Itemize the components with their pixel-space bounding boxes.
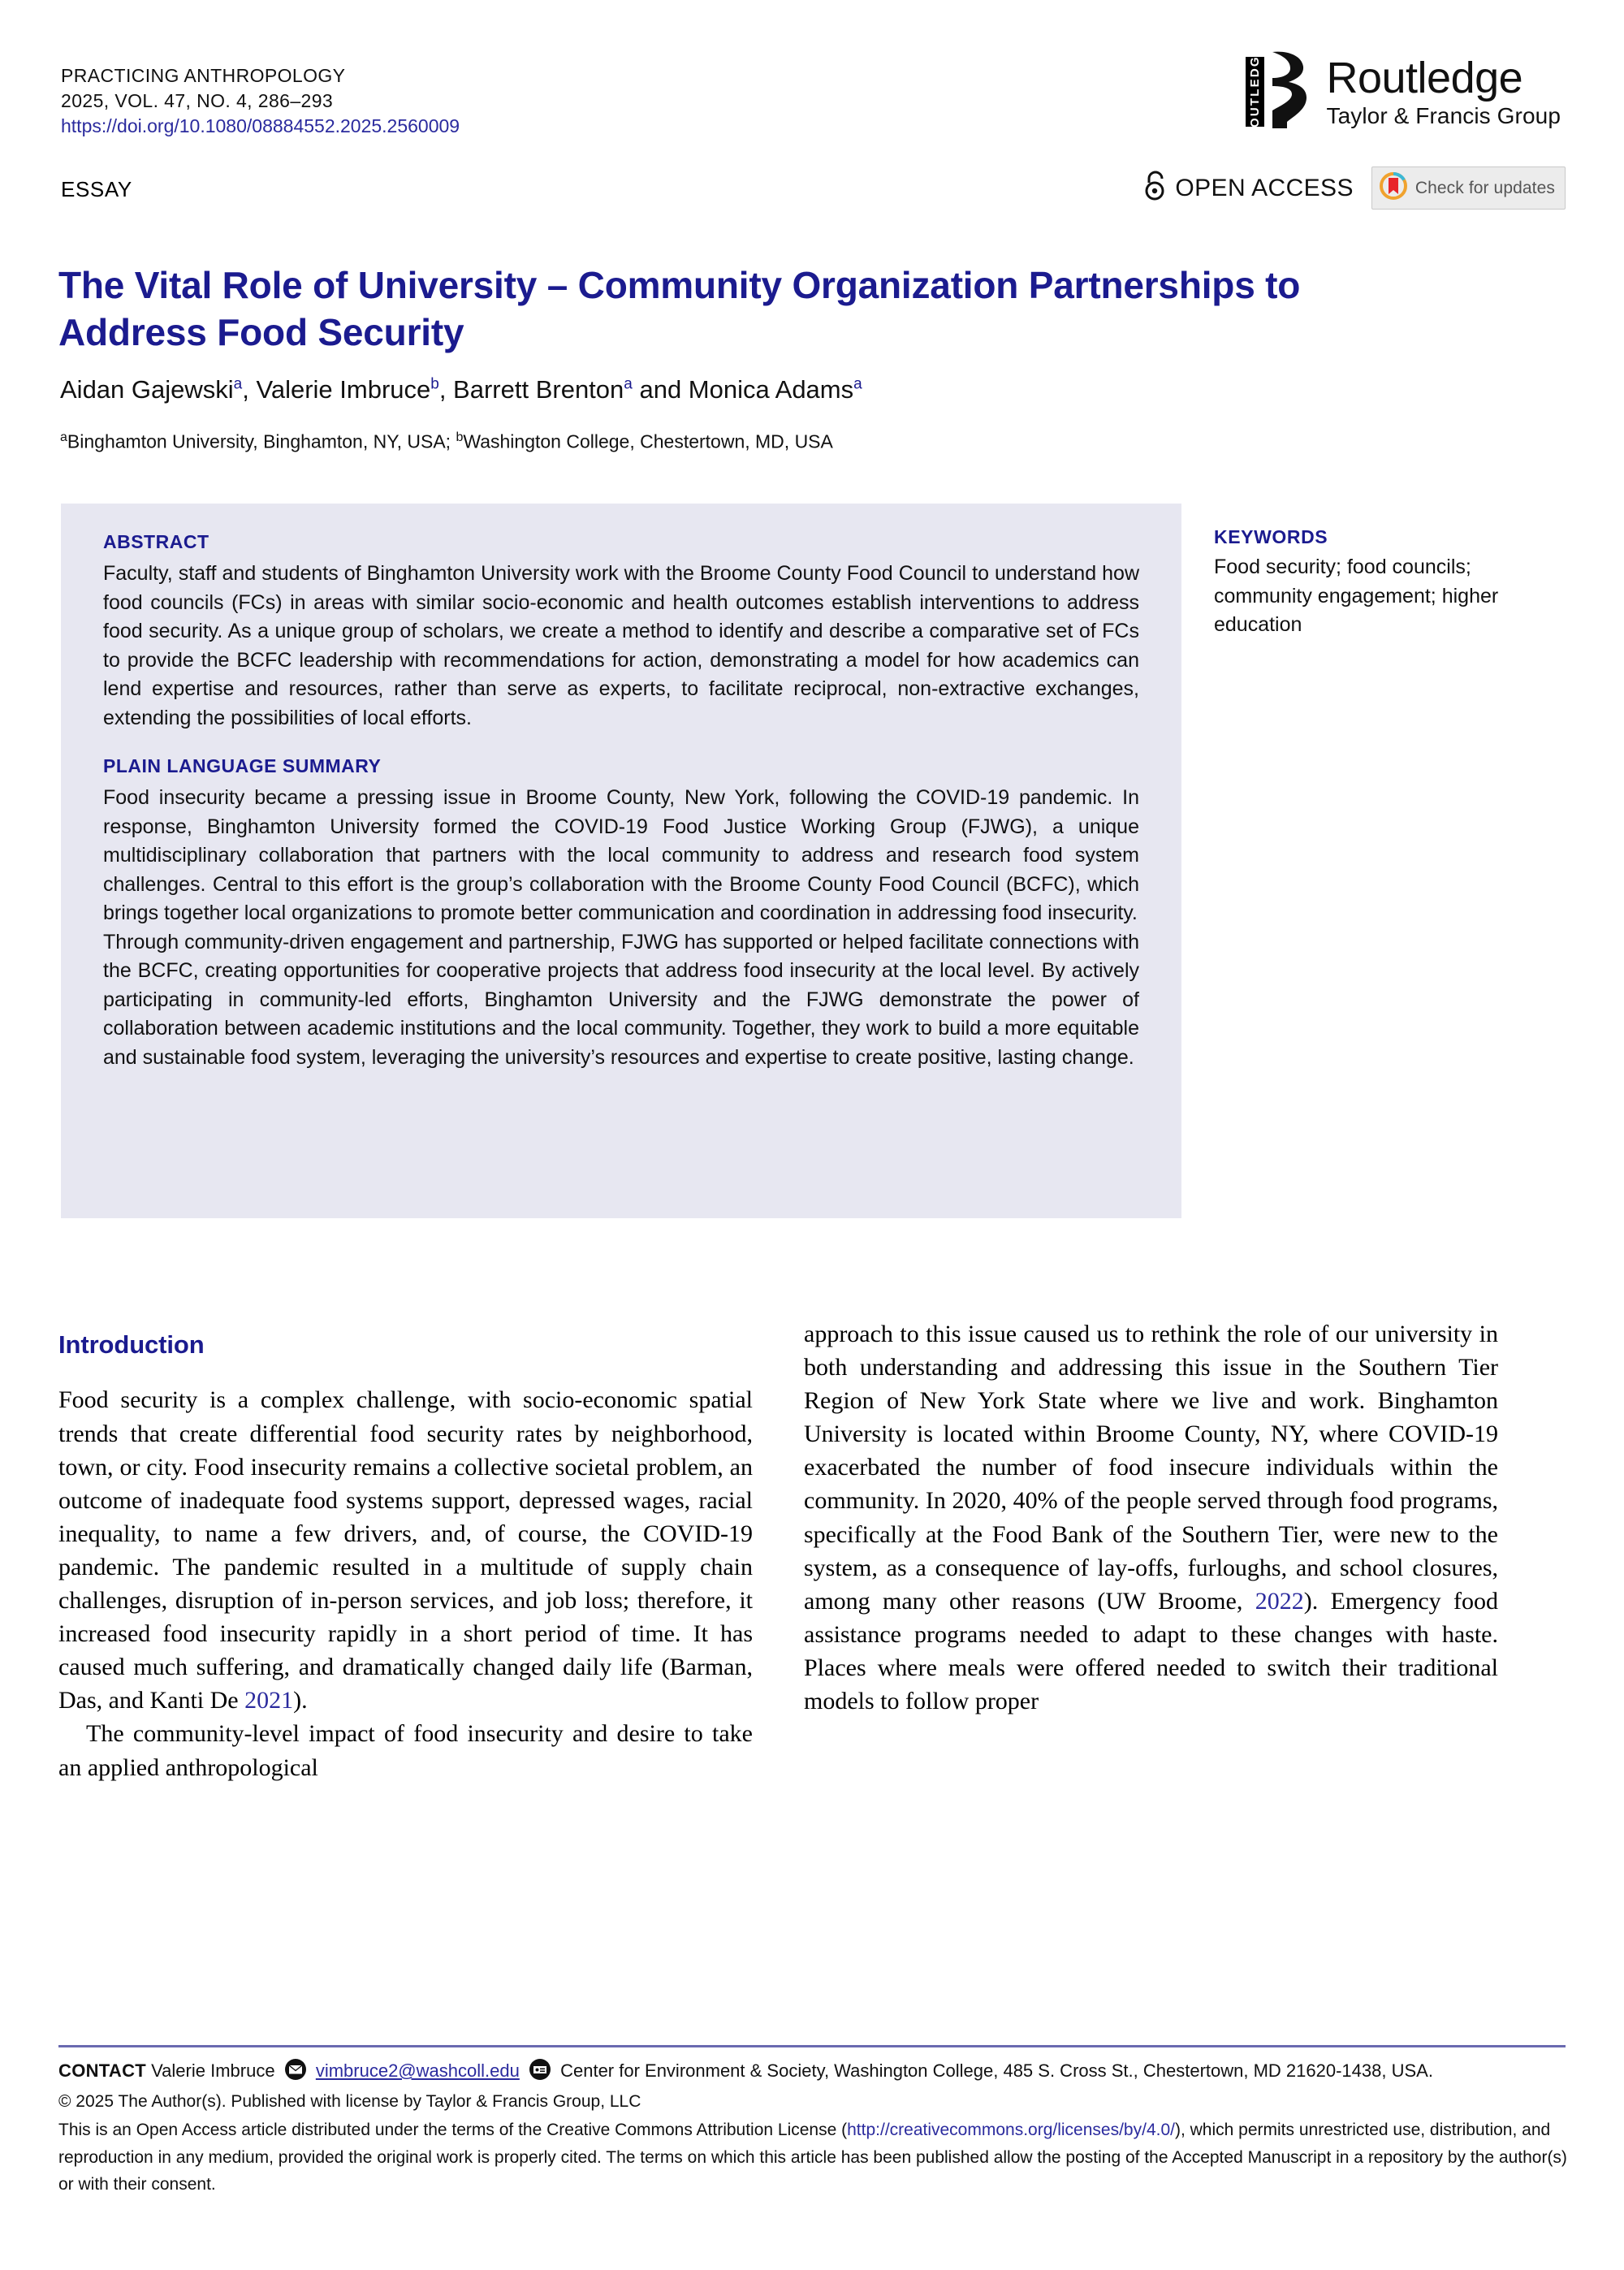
abstract-panel	[61, 504, 1181, 1218]
paragraph-text-b: ).	[293, 1687, 308, 1714]
copyright-line: © 2025 The Author(s). Published with license by Taylor & Francis Group, LLC	[58, 2092, 641, 2112]
crossmark-icon	[1380, 172, 1407, 204]
abstract-heading: ABSTRACT	[103, 531, 209, 552]
keywords-text: Food security; food councils; community engagement; higher education	[1214, 556, 1499, 636]
journal-name: PRACTICING ANTHROPOLOGY	[61, 65, 346, 86]
license-text-b: ), which permits unrestricted use, distribution, and reproduction in any medium, provided the original work is properly cited. The terms on which this article has been published allow the posting of the Accepted Manuscript in a repository by the author(s) or with their consent.	[58, 2121, 1567, 2194]
routledge-wordmark	[1326, 53, 1561, 128]
contact-email-link[interactable]: vimbruce2@washcoll.edu	[315, 2060, 520, 2081]
open-access-badge	[1144, 170, 1353, 206]
body-column-left	[58, 1328, 753, 1784]
address-card-icon	[529, 2059, 551, 2086]
body-paragraph	[58, 1383, 753, 1717]
license-url-link[interactable]: http://creativecommons.org/licenses/by/4.0/	[847, 2121, 1175, 2140]
open-access-row	[1144, 166, 1566, 210]
author-list: Aidan Gajewski$^a$, Valerie Imbruce$^b$, Barrett Brenton$^a$ and Monica Adams$^a$	[60, 375, 862, 404]
plain-language-summary	[103, 755, 1139, 1072]
routledge-name: Routledge	[1326, 53, 1523, 102]
pls-paragraph: Through community-driven engagement and partnership, FJWG has supported or helped facilitate connections with the BCFC, creating opportunities for cooperative projects that address food insecurity at the local level. By actively participating in community-led efforts, Binghamton University and the FJWG demonstrate the power of collaboration between academic institutions and the local community. Together, they work to build a more equitable and sustainable food system, leveraging the university’s resources and expertise to create positive, lasting change.	[103, 930, 1139, 1069]
citation-link[interactable]: 2022	[1255, 1587, 1304, 1615]
keywords-heading: KEYWORDS	[1214, 526, 1328, 547]
article-type-label: ESSAY	[61, 177, 132, 201]
pls-heading: PLAIN LANGUAGE SUMMARY	[103, 755, 382, 776]
routledge-figure-icon	[1266, 50, 1315, 132]
abstract-text: Faculty, staff and students of Binghamton University work with the Broome County Food Council to understand how food councils (FCs) in areas with similar socio-economic and health outcomes establish interventions to address food security. As a unique group of scholars, we create a method to identify and describe a comparative set of FCs to provide the BCFC leadership with recommendations for action, demonstrating a model for how academics can lend expertise and resources, rather than serve as experts, to facilitate reciprocal, non-extractive exchanges, extending the possibilities of local efforts.	[103, 562, 1139, 729]
open-lock-icon	[1144, 170, 1167, 206]
license-statement	[58, 2117, 1569, 2199]
doi-link[interactable]: https://doi.org/10.1080/08884552.2025.2560009	[61, 115, 460, 136]
contact-label: CONTACT	[58, 2060, 147, 2081]
routledge-vertical-wordmark: ROUTLEDGE	[1246, 57, 1264, 127]
open-access-label: OPEN ACCESS	[1175, 174, 1354, 201]
page-title: The Vital Role of University – Community Organization Partnerships to Address Food Security	[58, 263, 1301, 353]
body-column-right	[804, 1317, 1498, 1718]
crossmark-button[interactable]	[1371, 166, 1566, 210]
body-paragraph	[804, 1317, 1498, 1718]
license-text-a: This is an Open Access article distributed under the terms of the Creative Commons Attribution License (	[58, 2121, 848, 2140]
citation-link[interactable]: 2021	[244, 1687, 294, 1714]
journal-issue: 2025, VOL. 47, NO. 4, 286–293	[61, 90, 334, 111]
paragraph-text-b: ). Emergency food assistance programs needed to adapt to these changes with haste. Places where meals were offered needed to switch their traditional models to follow proper	[804, 1587, 1498, 1715]
affiliation-list: $^a$Binghamton University, Binghamton, NY, USA; $^b$Washington College, Chestertown, MD, USA	[60, 430, 833, 452]
journal-masthead	[61, 63, 954, 139]
paragraph-text-a: approach to this issue caused us to rethink the role of our university in both understanding and addressing this issue in the Southern Tier Region of New York State where we live and work. Binghamton University is located within Broome County, NY, where COVID-19 exacerbated the number of food insecure individuals within the community. In 2020, 40% of the people served through food programs, specifically at the Food Bank of the Southern Tier, were new to the system, as a consequence of lay-offs, furloughs, and school closures, among many other reasons (UW Broome,	[804, 1321, 1498, 1615]
envelope-icon	[285, 2059, 306, 2086]
contact-address: Center for Environment & Society, Washington College, 485 S. Cross St., Chestertown, MD 21620-1438, USA.	[560, 2060, 1433, 2081]
keywords-block	[1214, 526, 1539, 640]
routledge-tagline: Taylor & Francis Group	[1326, 102, 1561, 128]
crossmark-label: Check for updates	[1415, 178, 1555, 197]
pls-paragraph: Food insecurity became a pressing issue in Broome County, New York, following the COVID-19 pandemic. In response, Binghamton University formed the COVID-19 Food Justice Working Group (FJWG), a unique multidisciplinary collaboration that partners with the local community to address and research food system challenges. Central to this effort is the group’s collaboration with the Broome County Food Council (BCFC), which brings together local organizations to promote better communication and coordination in addressing food insecurity.	[103, 786, 1139, 924]
paragraph-text-a: Food security is a complex challenge, with socio-economic spatial trends that create differential food security rates by neighborhood, town, or city. Food insecurity remains a collective societal problem, an outcome of inadequate food systems support, depressed wages, racial inequality, to name a few drivers, and, of course, the COVID-19 pandemic. The pandemic resulted in a multitude of supply chain challenges, disruption of in-person services, and job loss; therefore, it increased food insecurity rapidly in a short period of time. It has caused much suffering, and dramatically changed daily life (Barman, Das, and Kanti De	[58, 1386, 753, 1714]
contact-line	[58, 2058, 1569, 2086]
section-heading-introduction: Introduction	[58, 1330, 205, 1359]
footer	[58, 2058, 1569, 2199]
footer-divider	[58, 2045, 1566, 2047]
routledge-logo	[1246, 45, 1561, 138]
contact-name: Valerie Imbruce	[151, 2060, 275, 2081]
body-paragraph: The community-level impact of food insecurity and desire to take an applied anthropological	[58, 1720, 753, 1781]
